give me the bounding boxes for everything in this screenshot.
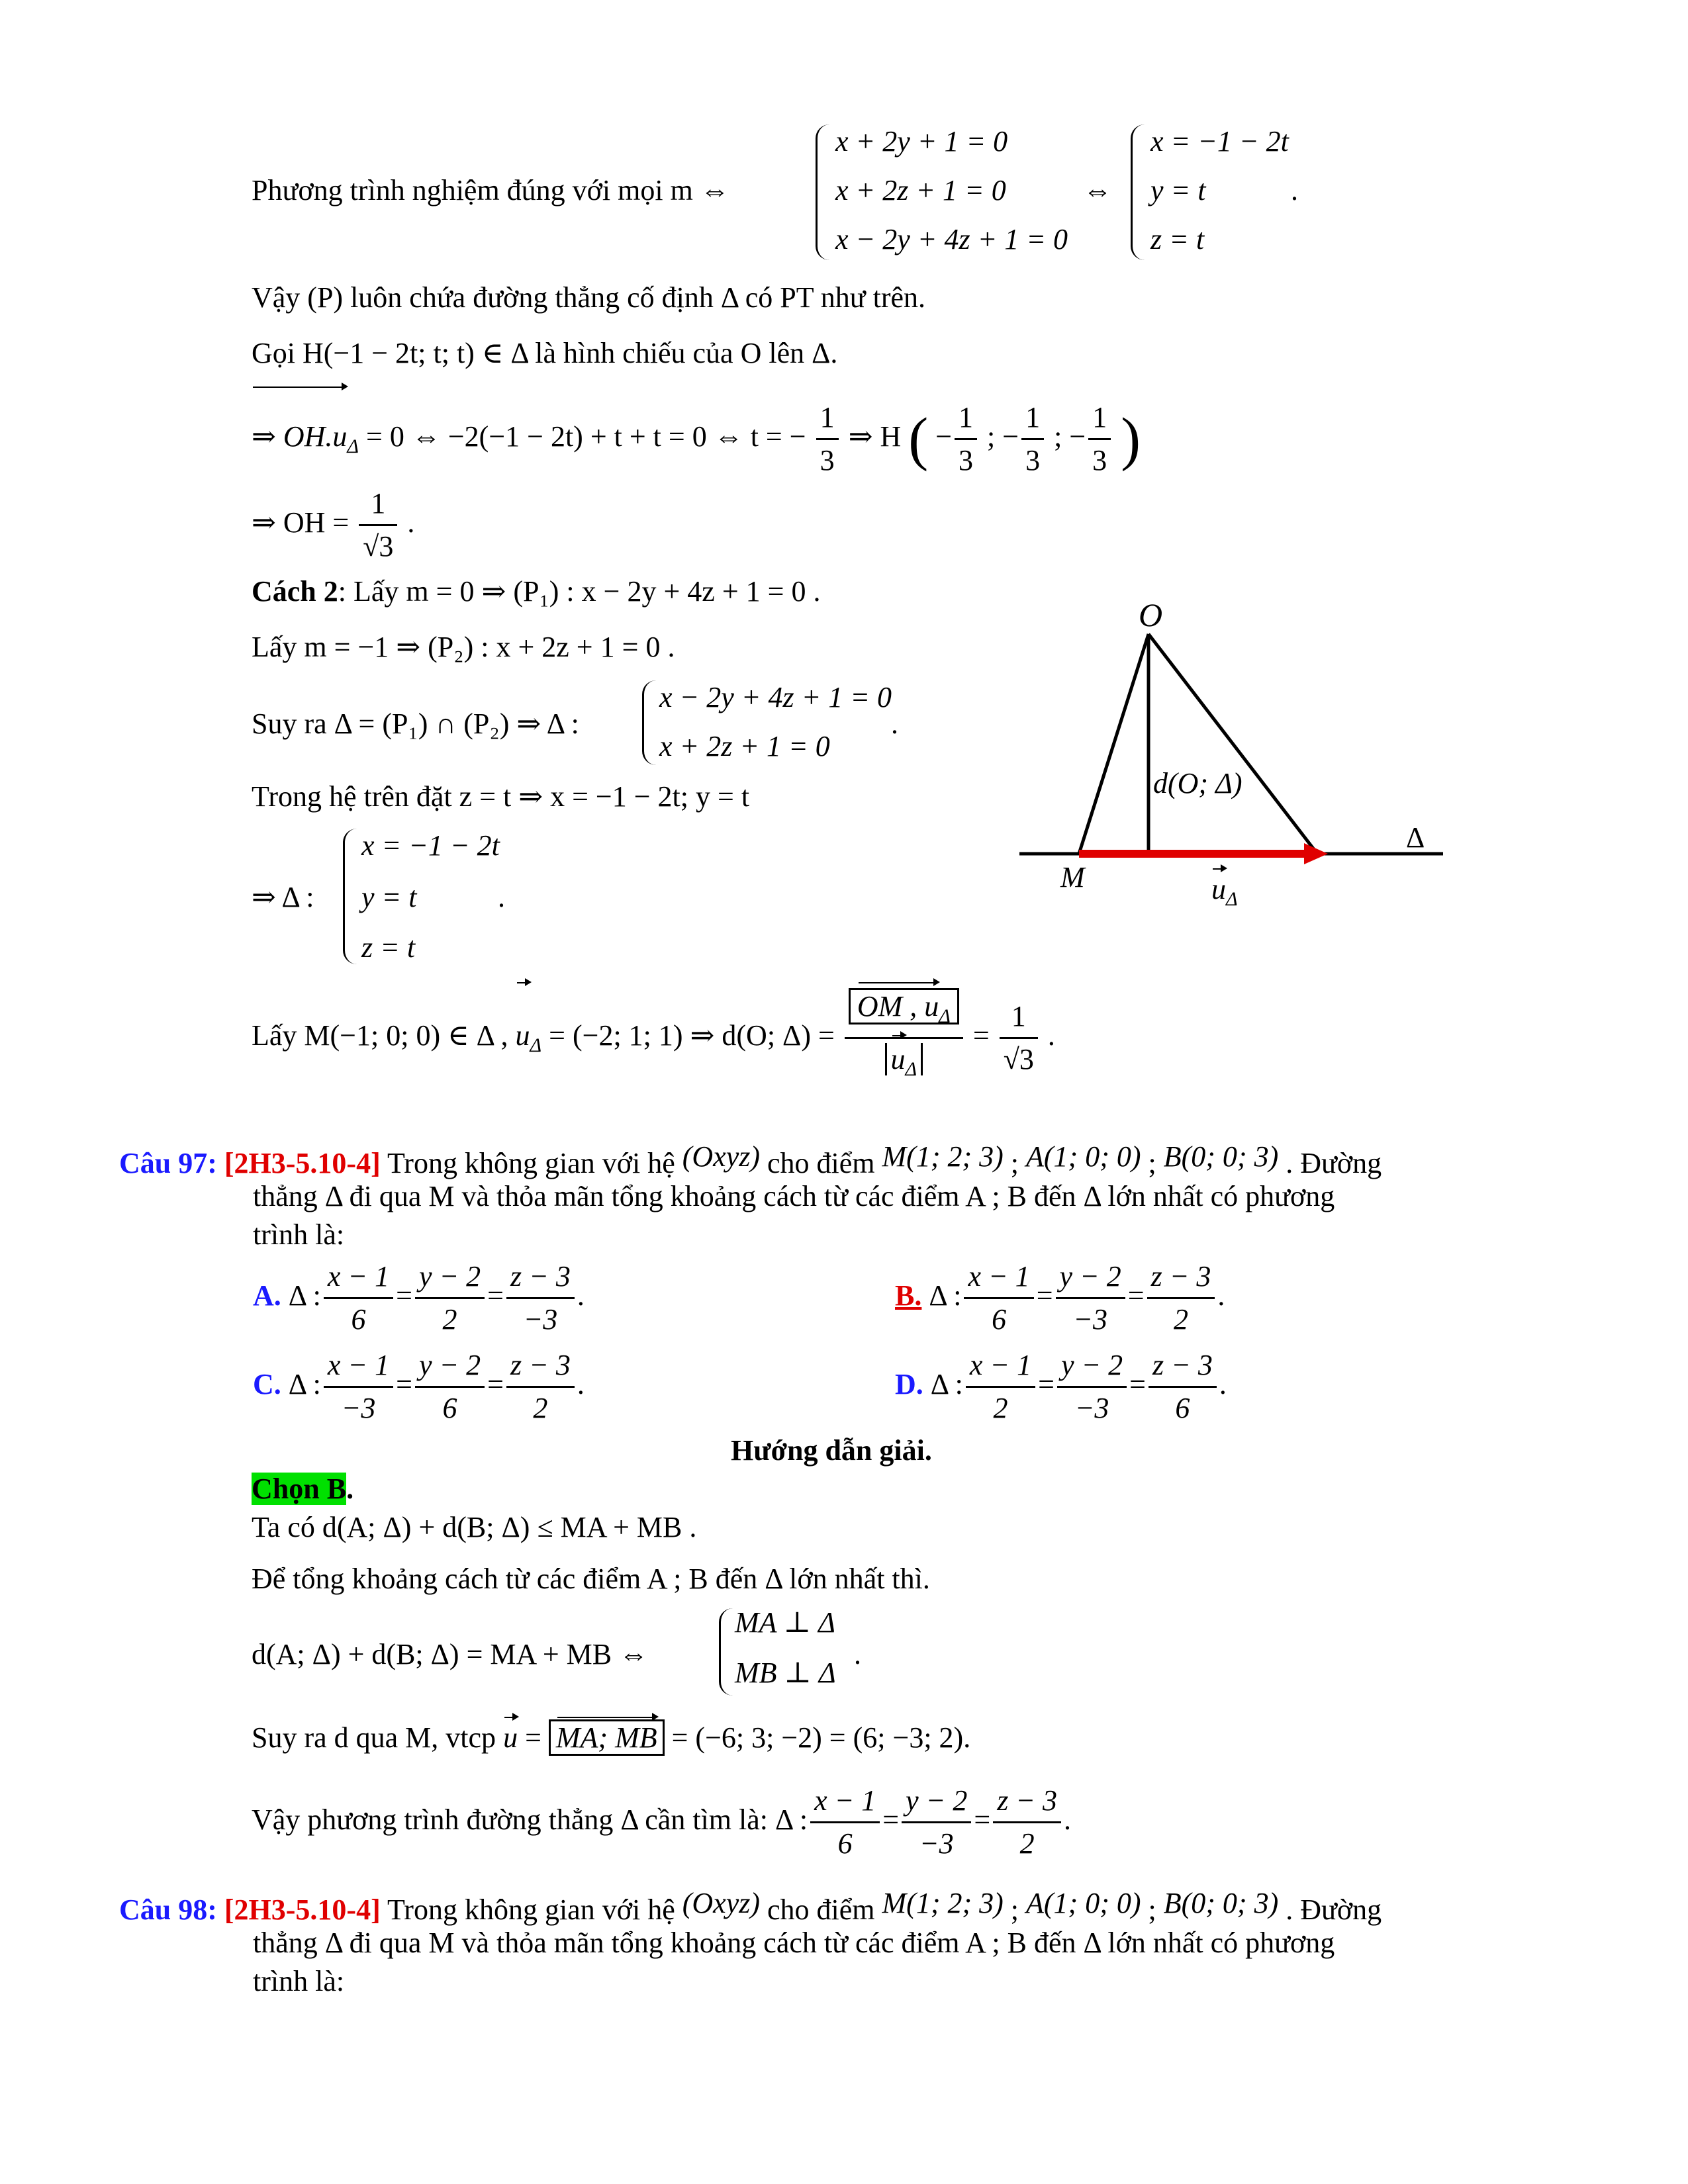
sys2-dot: .: [1291, 174, 1298, 206]
sys1-eq1: x + 2y + 1 = 0: [835, 125, 1008, 158]
cach2-sys-eq2: x + 2z + 1 = 0: [659, 730, 830, 762]
sys2-eq3: z = t: [1150, 223, 1205, 255]
cach2-sys-dot: .: [891, 707, 898, 740]
sys2-eq2: y = t: [1150, 174, 1206, 206]
fig-label-O: O: [1139, 596, 1163, 633]
solution-sys1: MA ⊥ Δ: [735, 1606, 835, 1639]
q97-option-b[interactable]: B. Δ : $\frac{x - 1}{6}$ = $\frac{y - 2}{-3}$ = $\frac{z - 3}{2}$ .: [895, 1250, 1225, 1342]
p1-line5: ⇒ OH = $\frac{1}{√3}$ .: [252, 477, 414, 569]
q97-line2: thẳng Δ đi qua M và thỏa mãn tổng khoảng cách từ các điểm A ; B đến Δ lớn nhất có phương: [253, 1180, 1335, 1212]
segment-OM: [1079, 634, 1149, 854]
p1-line2: Vậy (P) luôn chứa đường thẳng cố định Δ có PT như trên.: [252, 281, 926, 314]
cach2-line2: Lấy m = −1 ⇒ (P₂) : x + 2z + 1 = 0 .: [252, 631, 675, 663]
fig-label-delta: Δ: [1406, 821, 1425, 854]
brace-cach2-sys: [642, 680, 656, 765]
cach2-line6: Lấy M(−1; 0; 0) ∈ Δ , $u_\Delta = (-2$; 1; 1) ⇒ d(O; Δ) = $\frac{OM , u_\Delta}{u_\Delta}$ = $\frac{1}{√3}$ .: [252, 986, 1055, 1095]
p1-line4: ⇒ $OH.u_\Delta = 0$ ⇔ −2(−1 − 2t) + t + t = 0 ⇔ t = − $\frac{1}{3}$ ⇒ H ( − $\frac{1}{3}$ ; − $\frac{1}{3}$ ; − $\frac{1}{3}$ ): [252, 390, 1141, 493]
fig-label-dist: d(O; Δ): [1153, 767, 1243, 799]
cach2-line-eq2: y = t: [361, 881, 417, 913]
solution-sys-dot: .: [854, 1638, 861, 1670]
fig-label-u: $u_\Delta$: [1211, 873, 1238, 910]
segment-OD: [1149, 634, 1317, 854]
oh-vector: ⇒ OH.u: [252, 390, 347, 483]
sys1-eq2: x + 2z + 1 = 0: [835, 174, 1006, 206]
q97-option-c[interactable]: C. Δ : $\frac{x - 1}{-3}$ = $\frac{y - 2}{6}$ = $\frac{z - 3}{2}$ .: [253, 1338, 585, 1431]
q97-option-a[interactable]: A. Δ : $\frac{x - 1}{6}$ = $\frac{y - 2}{2}$ = $\frac{z - 3}{-3}$ .: [253, 1250, 585, 1342]
solution-s1: Ta có d(A; Δ) + d(B; Δ) ≤ MA + MB .: [252, 1511, 697, 1543]
solution-heading: Hướng dẫn giải.: [731, 1434, 932, 1467]
q98-line3: trình là:: [253, 1965, 345, 1997]
cach2-line-eq3: z = t: [361, 931, 416, 964]
brace-cach2-line: [343, 829, 357, 964]
cach2-line5: ⇒ Δ :: [252, 881, 314, 913]
q97-line3: trình là:: [253, 1218, 345, 1251]
q97-option-d[interactable]: D. Δ : $\frac{x - 1}{2}$ = $\frac{y - 2}{-3}$ = $\frac{z - 3}{6}$ .: [895, 1338, 1227, 1431]
solution-choice: Chọn B.: [252, 1473, 354, 1505]
p1-line1: Phương trình nghiệm đúng với mọi m ⇔: [252, 174, 729, 206]
sys1-eq3: x − 2y + 4z + 1 = 0: [835, 223, 1068, 255]
brace-sys1: [816, 124, 829, 260]
cach2-line4: Trong hệ trên đặt z = t ⇒ x = −1 − 2t; y = t: [252, 780, 750, 813]
q98-line2: thẳng Δ đi qua M và thỏa mãn tổng khoảng cách từ các điểm A ; B đến Δ lớn nhất có phương: [253, 1927, 1335, 1959]
p1-line3: Gọi H(−1 − 2t; t; t) ∈ Δ là hình chiếu của O lên Δ.: [252, 337, 838, 369]
iff-symbol: ⇔: [1083, 174, 1112, 206]
cach2-sys-eq1: x − 2y + 4z + 1 = 0: [659, 681, 892, 713]
solution-s4: Suy ra d qua M, vtcp u = MA; MB = (−6; 3; −2) = (6; −3; 2).: [252, 1721, 970, 1754]
q97-line1: Câu 97: [2H3-5.10-4] Trong không gian với hệ (Oxyz) cho điểm M(1; 2; 3) ; A(1; 0; 0) ; B(0; 0; 3) . Đường: [119, 1140, 1382, 1179]
brace-sys2: [1131, 124, 1145, 260]
solution-sys2: MB ⊥ Δ: [735, 1657, 836, 1689]
cach2-line3: Suy ra Δ = (P₁) ∩ (P₂) ⇒ Δ :: [252, 707, 579, 740]
solution-s5: Vậy phương trình đường thẳng Δ cần tìm là: Δ : $\frac{x - 1}{6}$ = $\frac{y - 2}{-3}$ = $\frac{z - 3}{2}$ .: [252, 1774, 1071, 1866]
direction-vector-head: [1304, 843, 1328, 864]
brace-solution: [719, 1608, 733, 1696]
fig-label-M: M: [1060, 861, 1085, 893]
geometry-figure: [1013, 582, 1463, 900]
solution-s2: Để tổng khoảng cách từ các điểm A ; B đến Δ lớn nhất thì.: [252, 1563, 930, 1595]
sys2-eq1: x = −1 − 2t: [1150, 125, 1289, 158]
solution-s3: d(A; Δ) + d(B; Δ) = MA + MB ⇔: [252, 1638, 649, 1670]
cach2-line1: Cách 2: Lấy m = 0 ⇒ (P₁) : x − 2y + 4z + 1 = 0 .: [252, 575, 821, 608]
cach2-line-eq1: x = −1 − 2t: [361, 829, 500, 862]
cach2-line-dot: .: [498, 881, 505, 913]
q98-line1: Câu 98: [2H3-5.10-4] Trong không gian với hệ (Oxyz) cho điểm M(1; 2; 3) ; A(1; 0; 0) ; B(0; 0; 3) . Đường: [119, 1887, 1382, 1926]
